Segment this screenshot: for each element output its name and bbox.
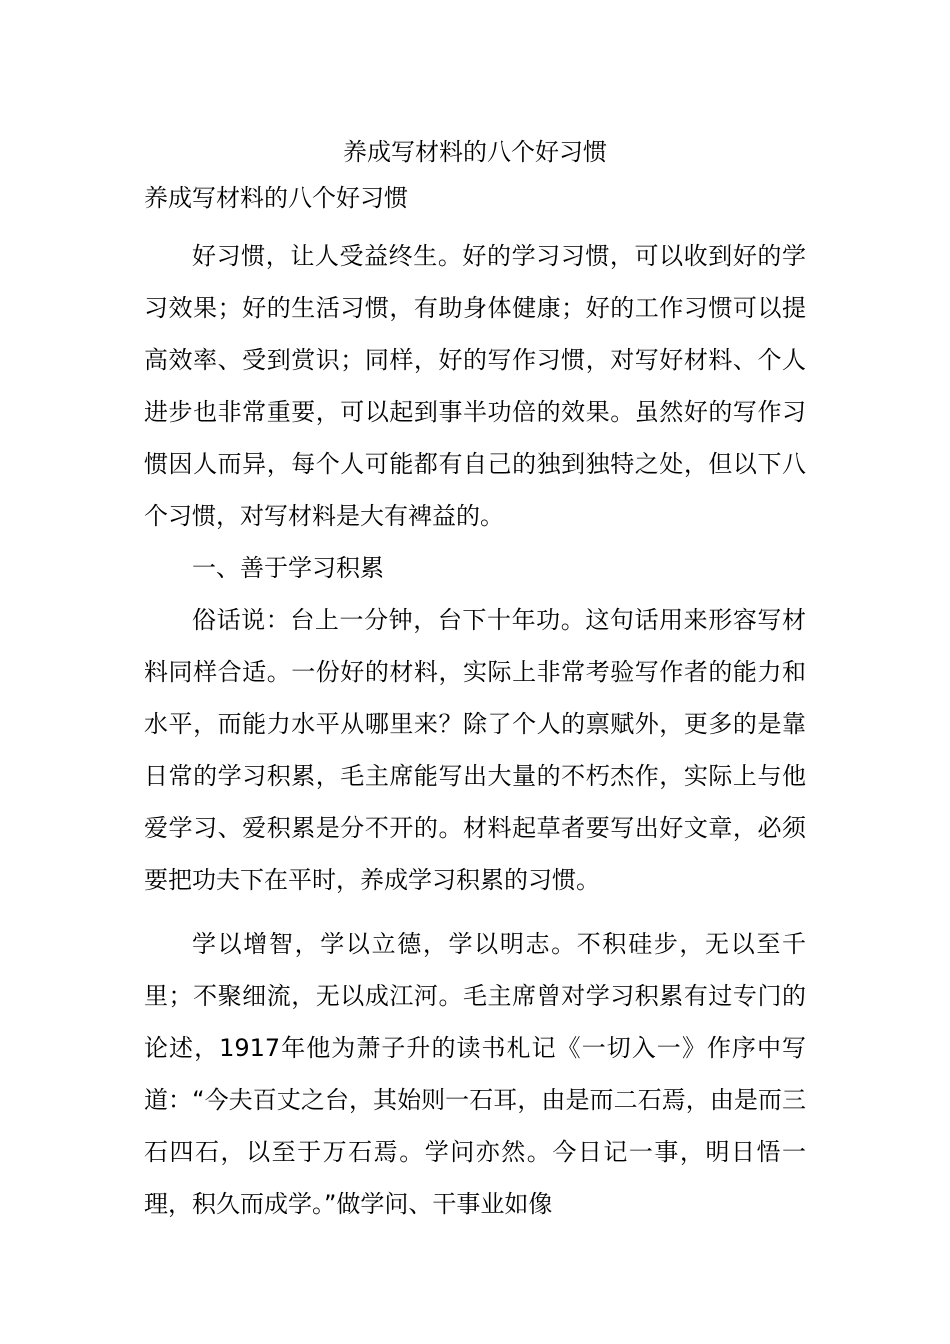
section-heading-1: 一、善于学习积累 — [192, 554, 384, 582]
body-paragraph-1: 俗话说：台上一分钟，台下十年功。这句话用来形容写材料同样合适。一份好的材料，实际上非常考验写作者的能力和水平，而能力水平从哪里来？除了个人的禀赋外，更多的是靠日常的学习积累，毛主席能写出大量的不朽杰作，实际上与他爱学习、爱积累是分不开的。材料起草者要写出好文章，必须要把功夫下在平时，养成学习积累的习惯。 — [144, 606, 806, 894]
document-subtitle: 养成写材料的八个好习惯 — [144, 184, 408, 212]
document-title: 养成写材料的八个好习惯 — [343, 138, 607, 166]
intro-paragraph: 好习惯，让人受益终生。好的学习习惯，可以收到好的学习效果；好的生活习惯，有助身体健康；好的工作习惯可以提高效率、受到赏识；同样，好的写作习惯，对写好材料、个人进步也非常重要，可以起到事半功倍的效果。虽然好的写作习惯因人而异，每个人可能都有自己的独到独特之处，但以下八个习惯，对写材料是大有裨益的。 — [144, 242, 806, 530]
body-paragraph-2: 学以增智，学以立德，学以明志。不积硅步，无以至千里；不聚细流，无以成江河。毛主席曾对学习积累有过专门的论述，1917年他为萧子升的读书札记《一切入一》作序中写道：“今夫百丈之台，其始则一石耳，由是而二石焉，由是而三石四石，以至于万石焉。学问亦然。今日记一事，明日悟一理，积久而成学。”做学问、干事业如像 — [144, 930, 806, 1218]
